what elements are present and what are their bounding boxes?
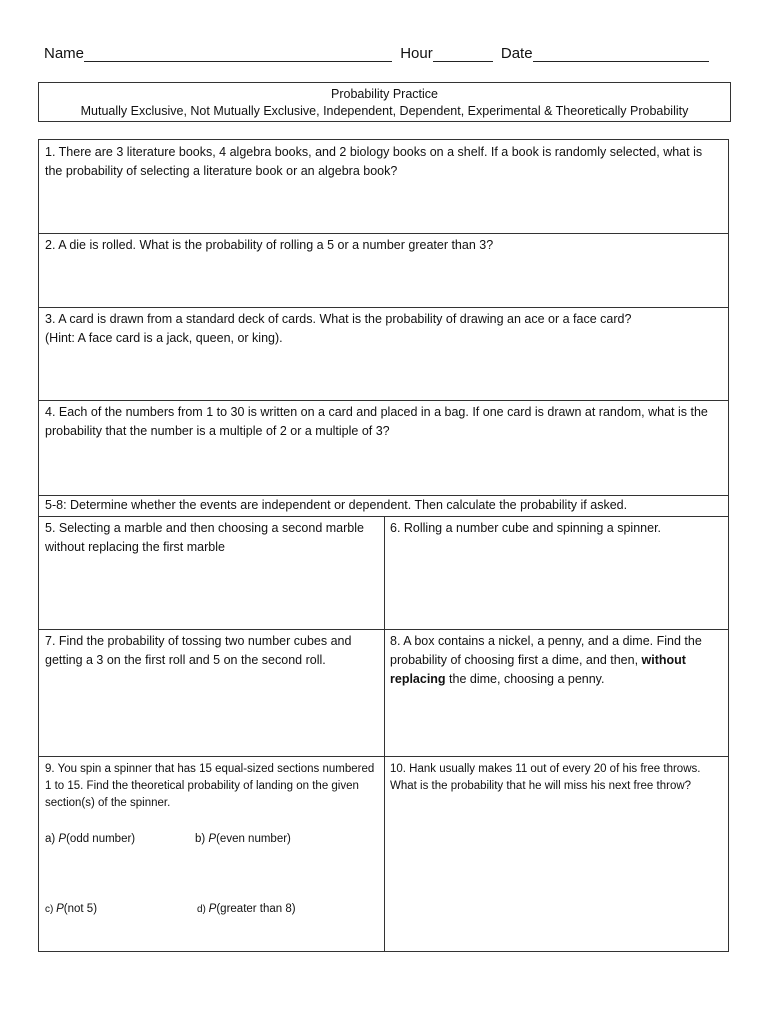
part-c-text: (not 5) [63,903,98,915]
part-c-p: P [56,903,64,915]
column-divider [384,516,385,951]
question-8-text-end: the dime, choosing a penny. [445,672,605,686]
part-b-text: (even number) [216,833,291,845]
part-d-p: P [208,903,217,915]
question-9-part-a [45,833,135,845]
question-3 [39,307,728,351]
question-2: 2. A die is rolled. What is the probability of rolling a 5 or a number greater than 3? [45,238,494,252]
part-c-label: c) [45,904,57,915]
question-9-part-b [195,833,291,845]
questions-grid [38,139,729,952]
question-6: 6. Rolling a number cube and spinning a spinner. [390,521,662,535]
question-9: 9. You spin a spinner that has 15 equal-sized sections numbered 1 to 15. Find the theoretical probability of landing on the given section(s) of the spinner. [45,763,375,809]
hour-blank[interactable] [433,44,493,62]
question-5: 5. Selecting a marble and then choosing a second marble without replacing the first marble [45,521,364,554]
question-4: 4. Each of the numbers from 1 to 30 is written on a card and placed in a bag. If one card is drawn at random, what is the probability that the number is a multiple of 2 or a multiple of 3? [45,405,708,438]
question-3-hint: (Hint: A face card is a jack, queen, or king). [45,331,283,345]
worksheet-subtitle: Mutually Exclusive, Not Mutually Exclusive, Independent, Dependent, Experimental & Theoretically Probability [80,104,689,118]
date-label: Date [500,45,533,62]
date-blank[interactable] [533,44,709,62]
name-blank[interactable] [84,44,392,62]
part-a-text: (odd number) [66,833,136,845]
worksheet-title: Probability Practice [331,87,438,101]
name-label: Name [44,45,85,62]
question-9-part-c [45,903,97,915]
question-10: 10. Hank usually makes 11 out of every 20 of his free throws. What is the probability that he will miss his next free throw? [390,763,701,792]
question-3-text: 3. A card is drawn from a standard deck of cards. What is the probability of drawing an ace or a face card? [45,312,632,326]
part-d-label: d) [197,904,209,915]
question-8-emphasis: without replacing [390,653,686,686]
section-5-8-instructions: 5-8: Determine whether the events are independent or dependent. Then calculate the probability if asked. [45,498,628,512]
hour-label: Hour [400,45,433,62]
student-info-header [44,44,724,68]
worksheet-title-box [38,82,731,122]
part-a-p: P [58,833,67,845]
question-7: 7. Find the probability of tossing two number cubes and getting a 3 on the first roll and 5 on the second roll. [45,634,352,667]
part-d-text: (greater than 8) [216,903,296,915]
question-9-part-d [197,903,296,915]
question-8-text: 8. A box contains a nickel, a penny, and a dime. Find the probability of choosing first a dime, and then, [390,634,702,667]
question-8 [384,629,728,692]
question-1: 1. There are 3 literature books, 4 algebra books, and 2 biology books on a shelf. If a book is randomly selected, what is the probability of selecting a literature book or an algebra book? [45,145,703,178]
part-a-label: a) [45,833,59,845]
part-b-label: b) [195,833,209,845]
part-b-p: P [208,833,217,845]
